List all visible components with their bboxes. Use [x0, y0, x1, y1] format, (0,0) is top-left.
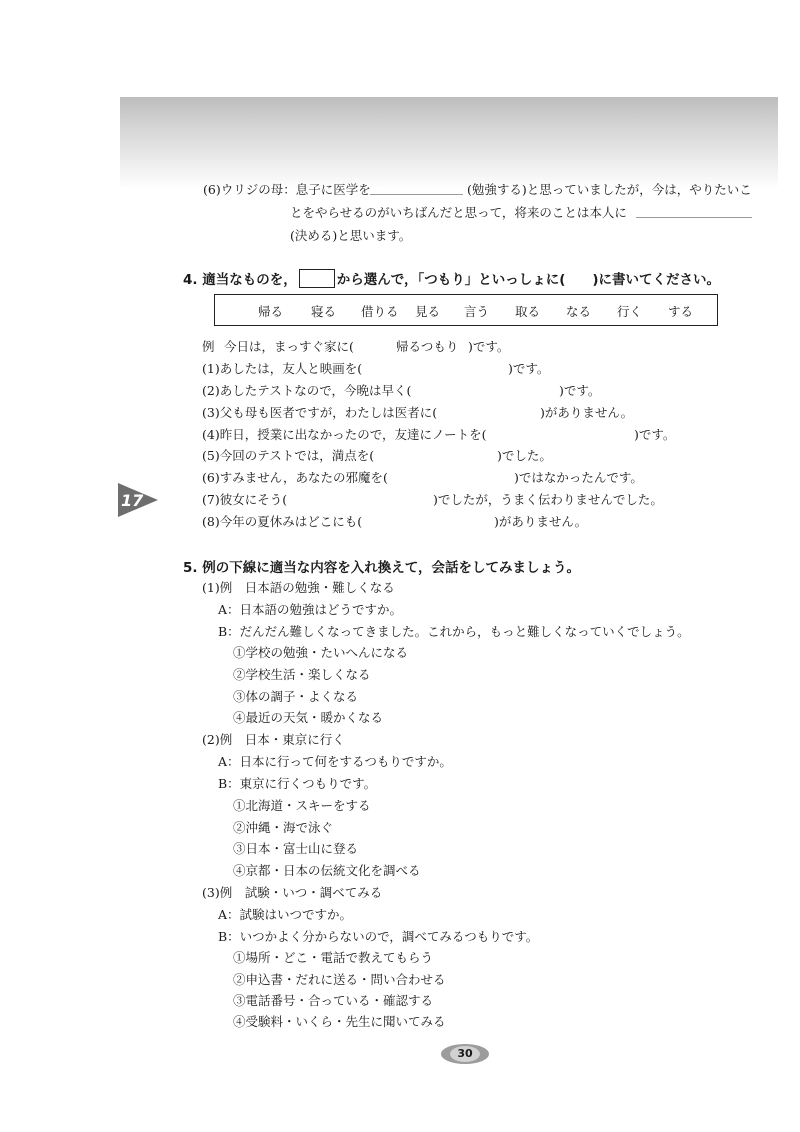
example-before: 今日は，まっすぐ家に(	[224, 339, 354, 354]
q6-blank-2	[636, 217, 752, 218]
group1-head: (1)例 日本語の勉強・難しくなる	[202, 580, 395, 595]
page-number: 30	[457, 1047, 473, 1060]
option-item: ②学校生活・楽しくなる	[233, 667, 371, 682]
option-item: ③電話番号・合っている・確認する	[233, 993, 434, 1008]
group3-dialogue-a: A：試験はいつですか。	[218, 907, 353, 922]
group2-dialogue-a: A：日本に行って何をするつもりですか。	[218, 754, 452, 769]
word-choice: 帰る	[258, 304, 284, 319]
lesson-tab	[118, 481, 162, 519]
exercise-item-before: (3)父も母も医者ですが，わたしは医者に(	[202, 405, 438, 420]
section4-number: 4.	[183, 272, 198, 288]
exercise-item-after: )がありません。	[494, 514, 588, 529]
example-after: )です。	[468, 339, 510, 354]
q6-line1b: (勉強する)と思っていましたが，今は，やりたいこ	[467, 182, 752, 197]
exercise-item-after: )です。	[559, 383, 601, 398]
exercise-item-before: (8)今年の夏休みはどこにも(	[202, 514, 363, 529]
example-answer: 帰るつもり	[396, 339, 459, 354]
option-item: ④最近の天気・暖かくなる	[233, 710, 384, 725]
group1-dialogue-b: B：だんだん難しくなってきました。これから，もっと難しくなっていくでしょう。	[218, 624, 690, 639]
option-item: ④京都・日本の伝統文化を調べる	[233, 863, 421, 878]
q6-line2: とをやらせるのがいちばんだと思って，将来のことは本人に	[290, 205, 627, 220]
option-item: ④受験料・いくら・先生に聞いてみる	[233, 1014, 446, 1029]
exercise-item-before: (4)昨日，授業に出なかったので，友達にノートを(	[202, 427, 487, 442]
option-item: ①学校の勉強・たいへんになる	[233, 645, 409, 660]
section4-title	[183, 268, 720, 288]
section4-title-part1: 適当なものを，	[202, 272, 297, 288]
exercise-item-after: )です。	[508, 361, 550, 376]
group3-dialogue-b: B：いつかよく分からないので，調べてみるつもりです。	[218, 929, 539, 944]
q6-blank-1	[370, 194, 463, 195]
group2-head: (2)例 日本・東京に行く	[202, 732, 345, 747]
lesson-number: 17	[121, 491, 144, 510]
word-choice: なる	[566, 304, 592, 319]
word-choice: 行く	[617, 304, 643, 319]
word-choice: 寝る	[311, 304, 337, 319]
exercise-item-before: (2)あしたテストなので，今晩は早く(	[202, 383, 412, 398]
option-item: ②沖縄・海で泳ぐ	[233, 820, 334, 835]
option-item: ③体の調子・よくなる	[233, 689, 359, 704]
word-choice: 取る	[515, 304, 541, 319]
exercise-item-before: (6)すみません，あなたの邪魔を(	[202, 470, 388, 485]
group3-head: (3)例 試験・いつ・調べてみる	[202, 885, 383, 900]
exercise-item-after: )でしたが，うまく伝わりませんでした。	[433, 492, 663, 507]
exercise-item-after: )ではなかったんです。	[514, 470, 643, 485]
q6-line1: (6)ウリジの母：息子に医学を	[203, 182, 371, 197]
exercise-item-after: )です。	[634, 427, 676, 442]
word-choice: 見る	[415, 304, 441, 319]
word-choice-box	[214, 294, 718, 326]
option-item: ①場所・どこ・電話で教えてもらう	[233, 950, 434, 965]
section5-title: 5. 例の下線に適当な内容を入れ換えて，会話をしてみましょう。	[183, 560, 580, 576]
q6-line3: (決める)と思います。	[290, 228, 412, 243]
group1-dialogue-a: A：日本語の勉強はどうですか。	[218, 602, 403, 617]
option-item: ③日本・富士山に登る	[233, 841, 359, 856]
word-choice: 借りる	[361, 304, 399, 319]
word-choice: 言う	[464, 304, 490, 319]
option-item: ②申込書・だれに送る・問い合わせる	[233, 972, 446, 987]
option-item: ①北海道・スキーをする	[233, 798, 371, 813]
word-choice: する	[668, 304, 694, 319]
exercise-item-after: )がありません。	[540, 405, 634, 420]
group2-dialogue-b: B：東京に行くつもりです。	[218, 776, 377, 791]
exercise-item-before: (5)今回のテストでは，満点を(	[202, 448, 375, 463]
exercise-item-after: )でした。	[497, 448, 552, 463]
inline-blank-box	[299, 269, 335, 288]
section4-title-part2: から選んで，「つもり」といっしょに( )に書いてください。	[336, 272, 721, 288]
exercise-item-before: (1)あしたは，友人と映画を(	[202, 361, 363, 376]
example-label: 例	[202, 339, 215, 354]
header-gradient-band	[120, 97, 778, 189]
exercise-item-before: (7)彼女にそう(	[202, 492, 288, 507]
